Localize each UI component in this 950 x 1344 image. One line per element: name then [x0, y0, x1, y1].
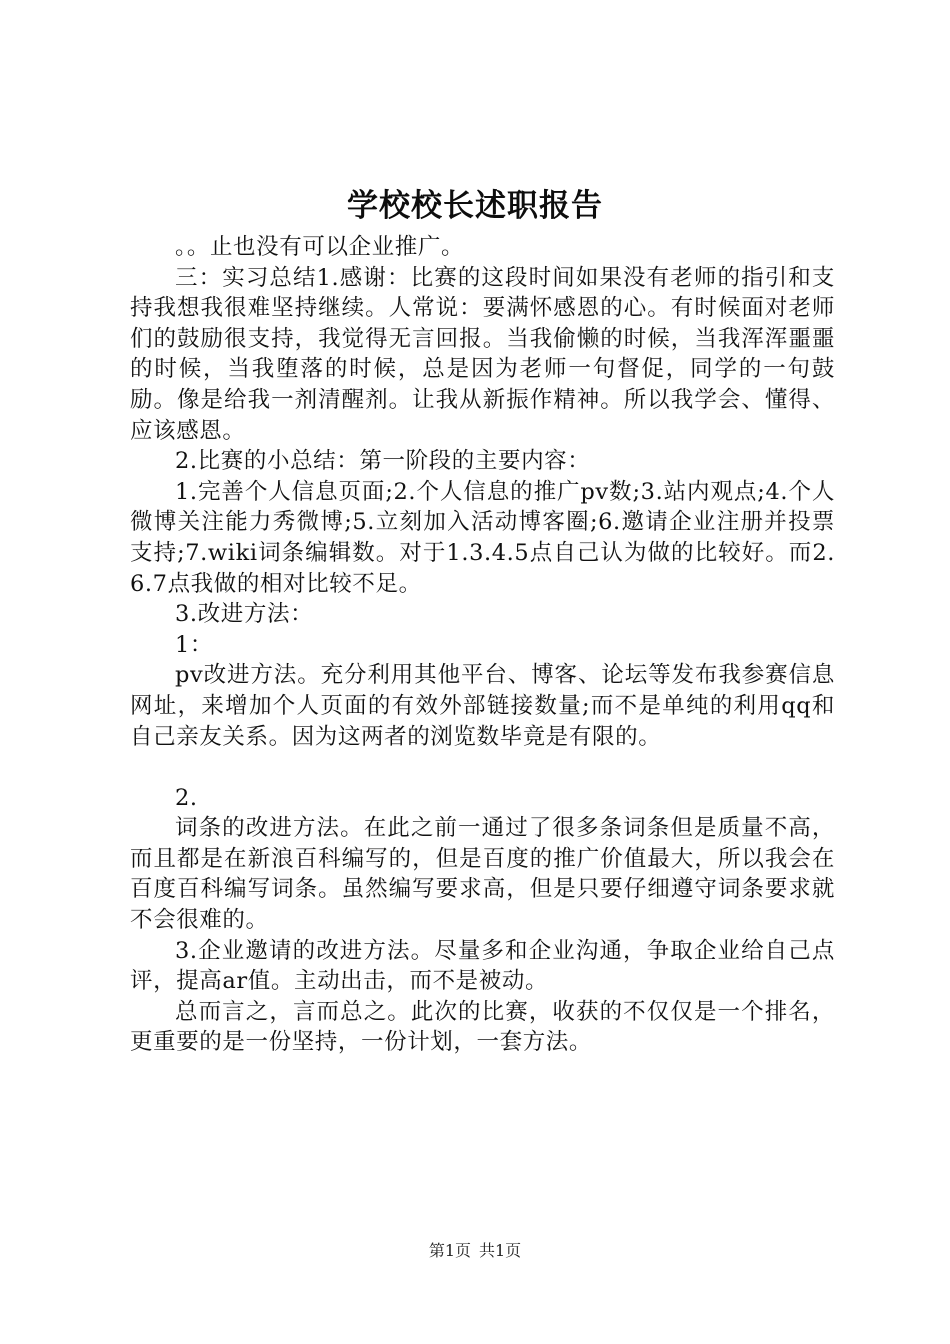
document-body [130, 232, 835, 1058]
paragraph-improvement-heading: 3.改进方法： [175, 601, 314, 628]
paragraph-item-2-label: 2. [175, 784, 198, 811]
page-footer [0, 1240, 950, 1262]
paragraph-pv-improvement: pv改进方法。充分利用其他平台、博客、论坛等发布我参赛信息网址，来增加个人页面的有效外部链接数量;而不是单纯的利用qq和自己亲友关系。因为这两者的浏览数毕竟是有限的。 [130, 662, 835, 750]
paragraph-contest-items: 1.完善个人信息页面;2.个人信息的推广pv数;3.站内观点;4.个人微博关注能力秀微博;5.立刻加入活动博客圈;6.邀请企业注册并投票支持;7.wiki词条编辑数。对于1.3.4.5点自己认为做的比较好。而2.6.7点我做的相对比较不足。 [130, 478, 835, 597]
paragraph-entry-improvement: 词条的改进方法。在此之前一通过了很多条词条但是质量不高，而且都是在新浪百科编写的，但是百度的推广价值最大，所以我会在百度百科编写词条。虽然编写要求高，但是只要仔细遵守词条要求就不会很难的。 [130, 815, 835, 934]
page-number: 第1页 [428, 1241, 471, 1260]
paragraph-internship-summary: 三：实习总结1.感谢：比赛的这段时间如果没有老师的指引和支持我想我很难坚持继续。人常说：要满怀感恩的心。有时候面对老师们的鼓励很支持，我觉得无言回报。当我偷懒的时候，当我浑浑噩噩的时候，当我堕落的时候，总是因为老师一句督促，同学的一句鼓励。像是给我一剂清醒剂。让我从新振作精神。所以我学会、懂得、应该感恩。 [130, 264, 835, 444]
document-title: 学校校长述职报告 [347, 188, 603, 224]
paragraph-contest-summary-heading: 2.比赛的小总结：第一阶段的主要内容： [175, 448, 591, 475]
paragraph-item-1-label: 1： [175, 631, 214, 658]
paragraph-intro: 。。止也没有可以企业推广。 [175, 234, 465, 260]
blank-line [130, 752, 835, 783]
page-total: 共1页 [479, 1241, 522, 1260]
paragraph-conclusion: 总而言之，言而总之。此次的比赛，收获的不仅仅是一个排名，更重要的是一份坚持，一份计划，一套方法。 [130, 998, 835, 1056]
paragraph-enterprise-improvement: 3.企业邀请的改进方法。尽量多和企业沟通，争取企业给自己点评，提高ar值。主动出击，而不是被动。 [130, 937, 835, 995]
